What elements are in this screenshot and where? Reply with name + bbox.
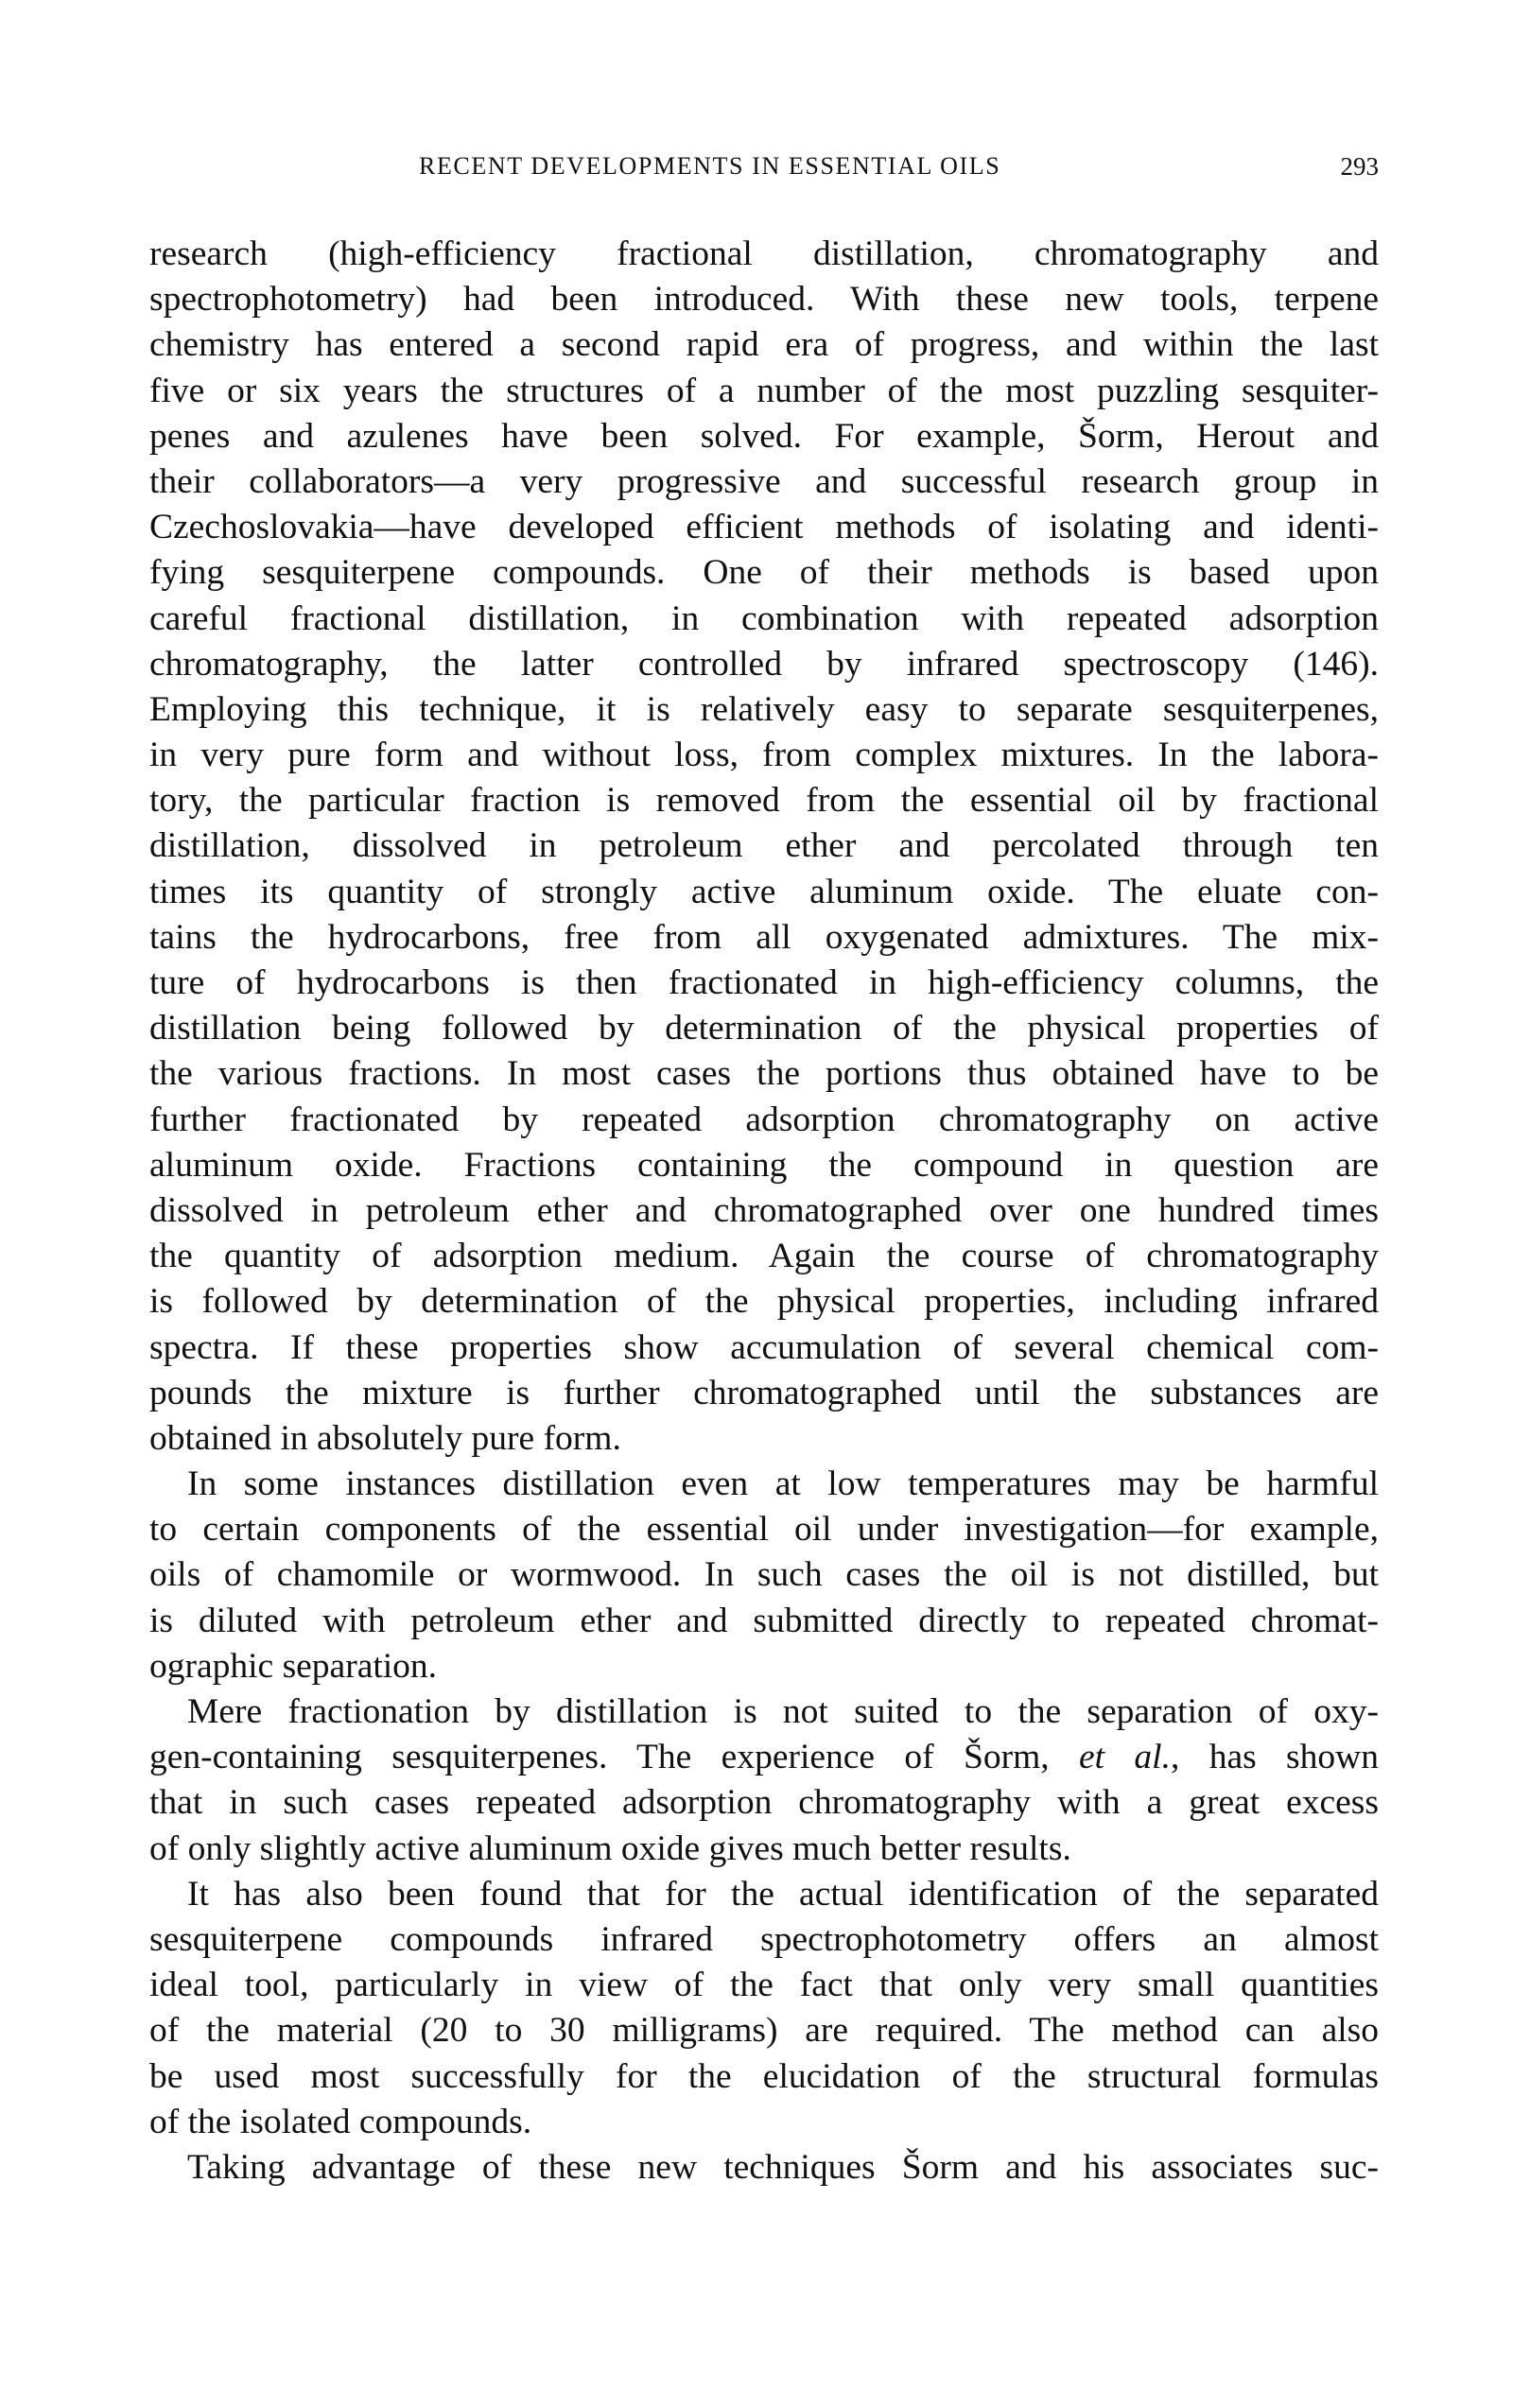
text-line: of the isolated compounds. — [149, 2102, 532, 2141]
text-line: is diluted with petroleum ether and submitted directly to repeated chromat- — [149, 1601, 1379, 1640]
text-line: chemistry has entered a second rapid era of progress, and within the last — [149, 325, 1379, 365]
text-line: gen-containing sesquiterpenes. The experience of Šorm, et al., has shown — [149, 1738, 1379, 1777]
text-line: their collaborators—a very progressive and successful research group in — [149, 461, 1379, 501]
text-line: pounds the mixture is further chromatographed until the substances are — [149, 1373, 1379, 1412]
text-line: further fractionated by repeated adsorption chromatography on active — [149, 1100, 1379, 1139]
paragraph-start-line: Mere fractionation by distillation is not suited to the separation of oxy- — [187, 1692, 1379, 1731]
text-line: ideal tool, particularly in view of the fact that only very small quantities — [149, 1966, 1379, 2005]
text-line: tory, the particular fraction is removed from the essential oil by fractional — [149, 781, 1379, 821]
running-header — [419, 149, 1379, 187]
text-line: distillation being followed by determination of the physical properties of — [149, 1009, 1379, 1048]
page-number: 293 — [1340, 152, 1379, 181]
running-title: RECENT DEVELOPMENTS IN ESSENTIAL OILS — [419, 152, 1001, 180]
text-line: is followed by determination of the physical properties, including infrared — [149, 1282, 1379, 1322]
text-line: obtained in absolutely pure form. — [149, 1418, 621, 1458]
text-line: penes and azulenes have been solved. For example, Šorm, Herout and — [149, 416, 1379, 456]
text-line: dissolved in petroleum ether and chromatographed over one hundred times — [149, 1190, 1379, 1230]
italic-et-al: et al. — [1079, 1738, 1171, 1777]
text-line: Employing this technique, it is relatively easy to separate sesquiterpenes, — [149, 689, 1379, 729]
text-line: aluminum oxide. Fractions containing the compound in question are — [149, 1145, 1379, 1185]
text-line: ture of hydrocarbons is then fractionated in high-efficiency columns, the — [149, 963, 1379, 1002]
text-line: chromatography, the latter controlled by infrared spectroscopy (146). — [149, 644, 1379, 684]
text-line: distillation, dissolved in petroleum ether and percolated through ten — [149, 826, 1379, 866]
text-line: tains the hydrocarbons, free from all oxygenated admixtures. The mix- — [149, 917, 1379, 957]
text-line: research (high-efficiency fractional distillation, chromatography and — [149, 234, 1379, 273]
text-line: times its quantity of strongly active aluminum oxide. The eluate con- — [149, 872, 1379, 911]
paragraph-start-line: In some instances distillation even at low temperatures may be harmful — [187, 1464, 1379, 1504]
text-line: spectra. If these properties show accumulation of several chemical com- — [149, 1327, 1379, 1367]
text-line: spectrophotometry) had been introduced. With these new tools, terpene — [149, 280, 1379, 320]
text-line: ographic separation. — [149, 1646, 438, 1686]
text-line: careful fractional distillation, in combination with repeated adsorption — [149, 598, 1379, 638]
text-line: five or six years the structures of a number of the most puzzling sesquiter- — [149, 371, 1379, 410]
text-line: that in such cases repeated adsorption chromatography with a great excess — [149, 1783, 1379, 1823]
text-line: of only slightly active aluminum oxide gives much better results. — [149, 1828, 1071, 1868]
text-line: the various fractions. In most cases the portions thus obtained have to be — [149, 1054, 1379, 1094]
paragraph-start-line: Taking advantage of these new techniques Šorm and his associates suc- — [187, 2147, 1379, 2187]
text-line: to certain components of the essential oil under investigation—for example, — [149, 1510, 1379, 1550]
text-line: in very pure form and without loss, from complex mixtures. In the labora- — [149, 736, 1379, 775]
text-line: fying sesquiterpene compounds. One of their methods is based upon — [149, 553, 1379, 593]
text-line: the quantity of adsorption medium. Again the course of chromatography — [149, 1237, 1379, 1276]
paragraph-start-line: It has also been found that for the actual identification of the separated — [187, 1874, 1379, 1914]
text-line: oils of chamomile or wormwood. In such cases the oil is not distilled, but — [149, 1555, 1379, 1595]
text-line: Czechoslovakia—have developed efficient methods of isolating and identi- — [149, 508, 1379, 547]
text-line: be used most successfully for the elucidation of the structural formulas — [149, 2056, 1379, 2096]
text-line: of the material (20 to 30 milligrams) are required. The method can also — [149, 2011, 1379, 2051]
text-line: sesquiterpene compounds infrared spectrophotometry offers an almost — [149, 1919, 1379, 1959]
body-text — [149, 232, 1379, 2191]
